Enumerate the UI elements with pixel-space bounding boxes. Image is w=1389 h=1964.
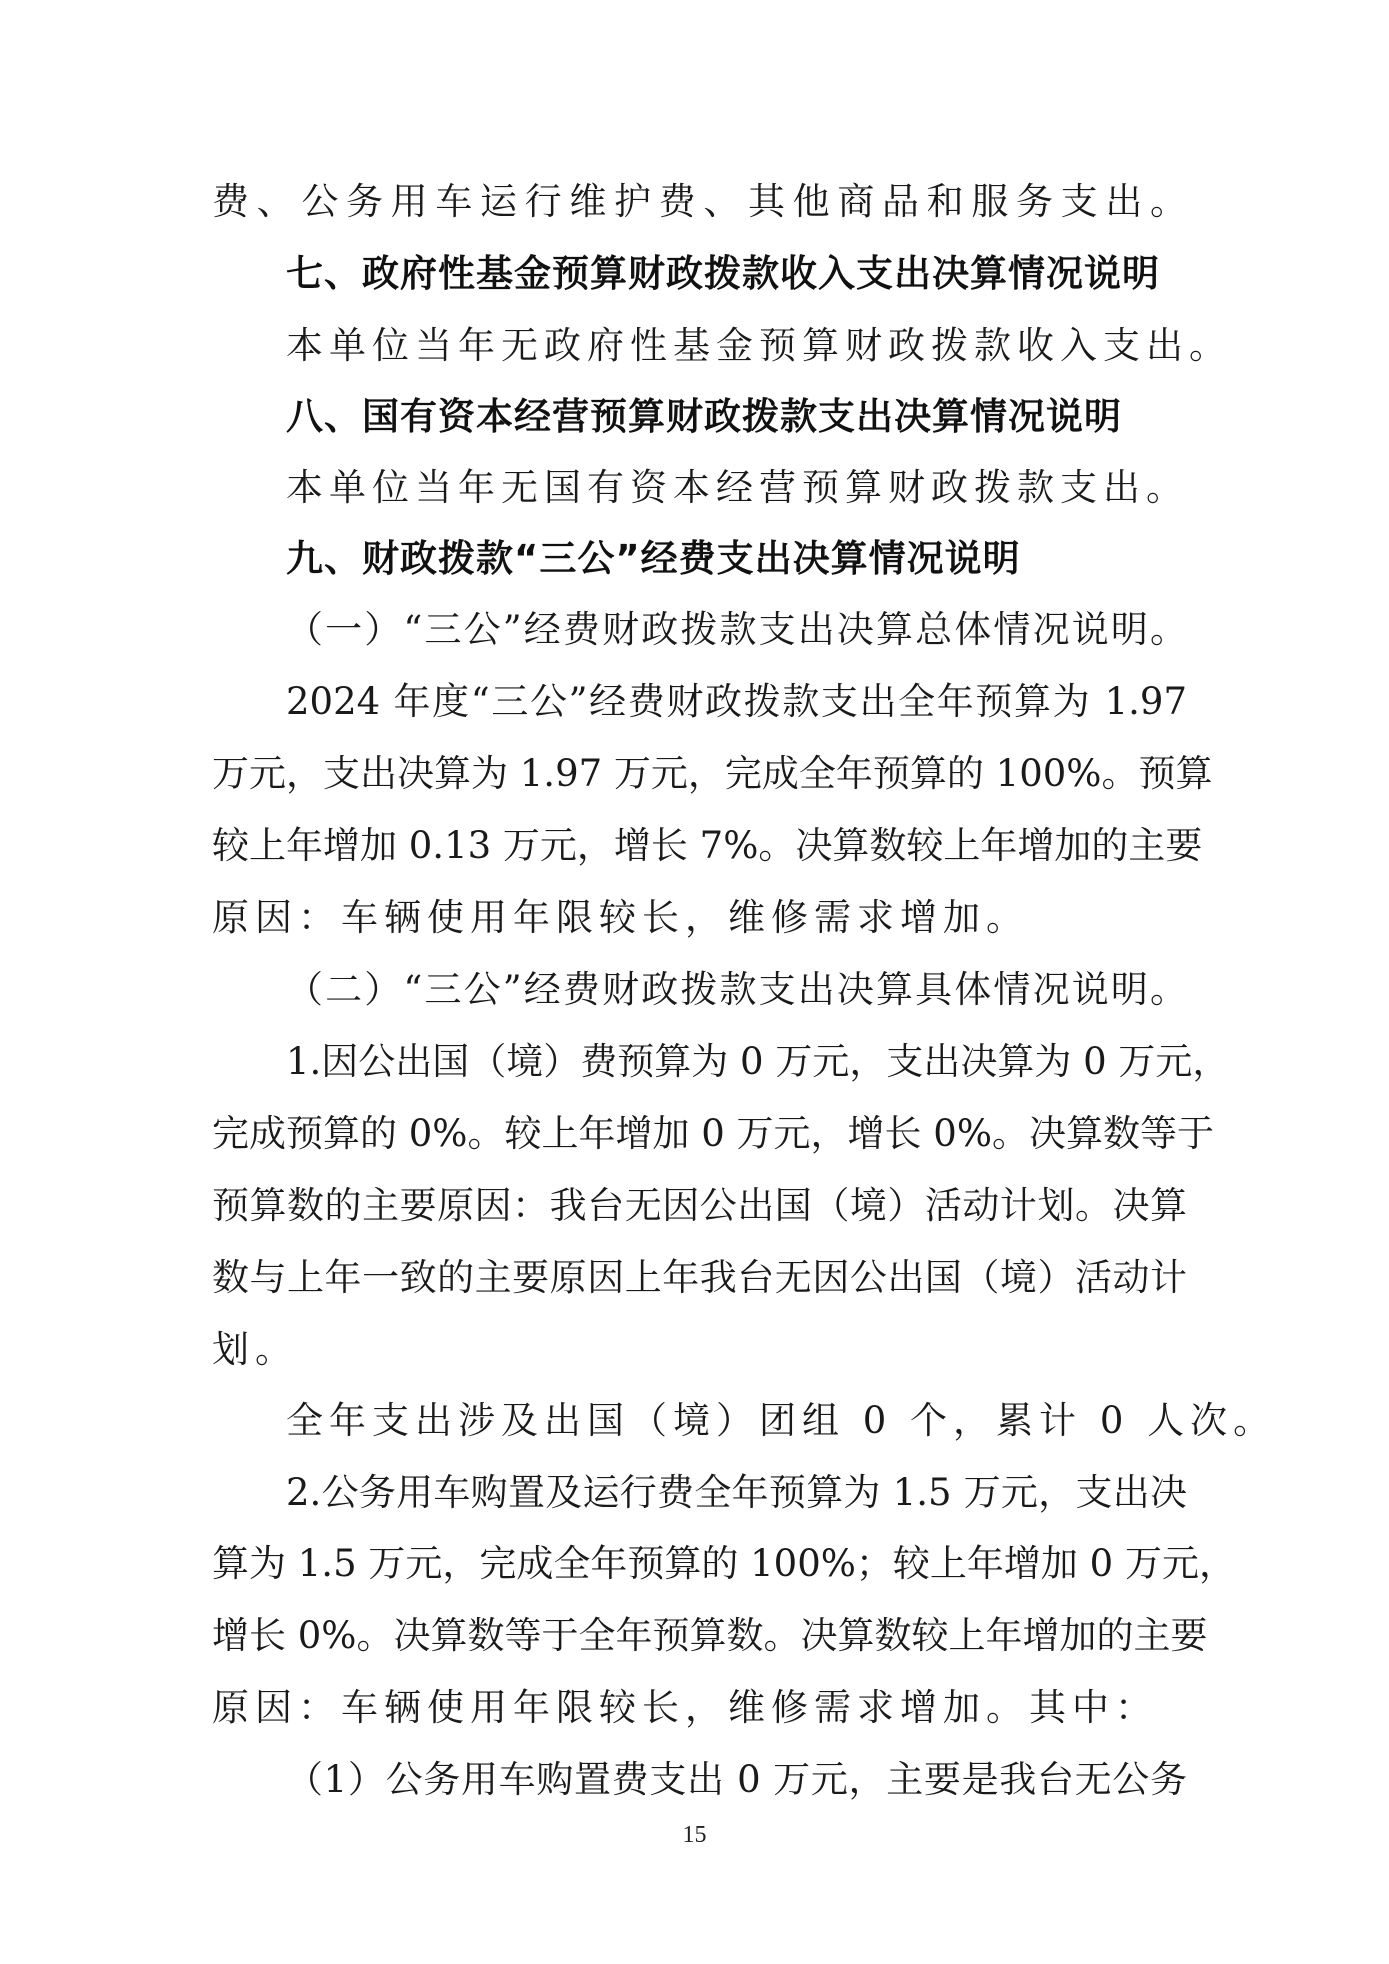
paragraph-line: 费、公务用车运行维护费、其他商品和服务支出。 [212, 180, 1187, 223]
section-heading-7: 七、政府性基金预算财政拨款收入支出决算情况说明 [286, 252, 1160, 295]
paragraph-line: 本单位当年无国有资本经营预算财政拨款支出。 [286, 466, 1189, 509]
paragraph-line: 本单位当年无政府性基金预算财政拨款收入支出。 [286, 324, 1232, 367]
paragraph-line: 原因：车辆使用年限较长，维修需求增加。 [212, 896, 1029, 939]
paragraph-line: 全年支出涉及出国（境）团组 0 个，累计 0 人次。 [286, 1399, 1277, 1442]
paragraph-line: 增长 0%。决算数等于全年预算数。决算数较上年增加的主要 [212, 1614, 1208, 1657]
paragraph-line: 较上年增加 0.13 万元，增长 7%。决算数较上年增加的主要 [212, 824, 1203, 867]
subsection-heading-2: （二）“三公”经费财政拨款支出决算具体情况说明。 [286, 968, 1187, 1011]
paragraph-line: 万元，支出决算为 1.97 万元，完成全年预算的 100%。预算 [212, 752, 1213, 795]
paragraph-line: 2024 年度“三公”经费财政拨款支出全年预算为 1.97 [286, 680, 1187, 723]
section-heading-9: 九、财政拨款“三公”经费支出决算情况说明 [286, 537, 1021, 580]
paragraph-line: 完成预算的 0%。较上年增加 0 万元，增长 0%。决算数等于 [212, 1112, 1214, 1155]
page-number: 15 [682, 1822, 707, 1848]
paragraph-line: 数与上年一致的主要原因上年我台无因公出国（境）活动计 [212, 1256, 1187, 1299]
paragraph-line: 划。 [212, 1328, 298, 1371]
paragraph-line: 原因：车辆使用年限较长，维修需求增加。其中： [212, 1686, 1158, 1729]
paragraph-line: 1.因公出国（境）费预算为 0 万元，支出决算为 0 万元， [286, 1040, 1230, 1083]
paragraph-line: 2.公务用车购置及运行费全年预算为 1.5 万元，支出决 [286, 1471, 1187, 1514]
subsection-heading-1: （一）“三公”经费财政拨款支出决算总体情况说明。 [286, 608, 1187, 651]
paragraph-line: 算为 1.5 万元，完成全年预算的 100%；较上年增加 0 万元， [212, 1542, 1236, 1585]
paragraph-line: 预算数的主要原因：我台无因公出国（境）活动计划。决算 [212, 1184, 1187, 1227]
paragraph-line: （1）公务用车购置费支出 0 万元，主要是我台无公务 [286, 1758, 1187, 1801]
section-heading-8: 八、国有资本经营预算财政拨款支出决算情况说明 [286, 395, 1122, 438]
